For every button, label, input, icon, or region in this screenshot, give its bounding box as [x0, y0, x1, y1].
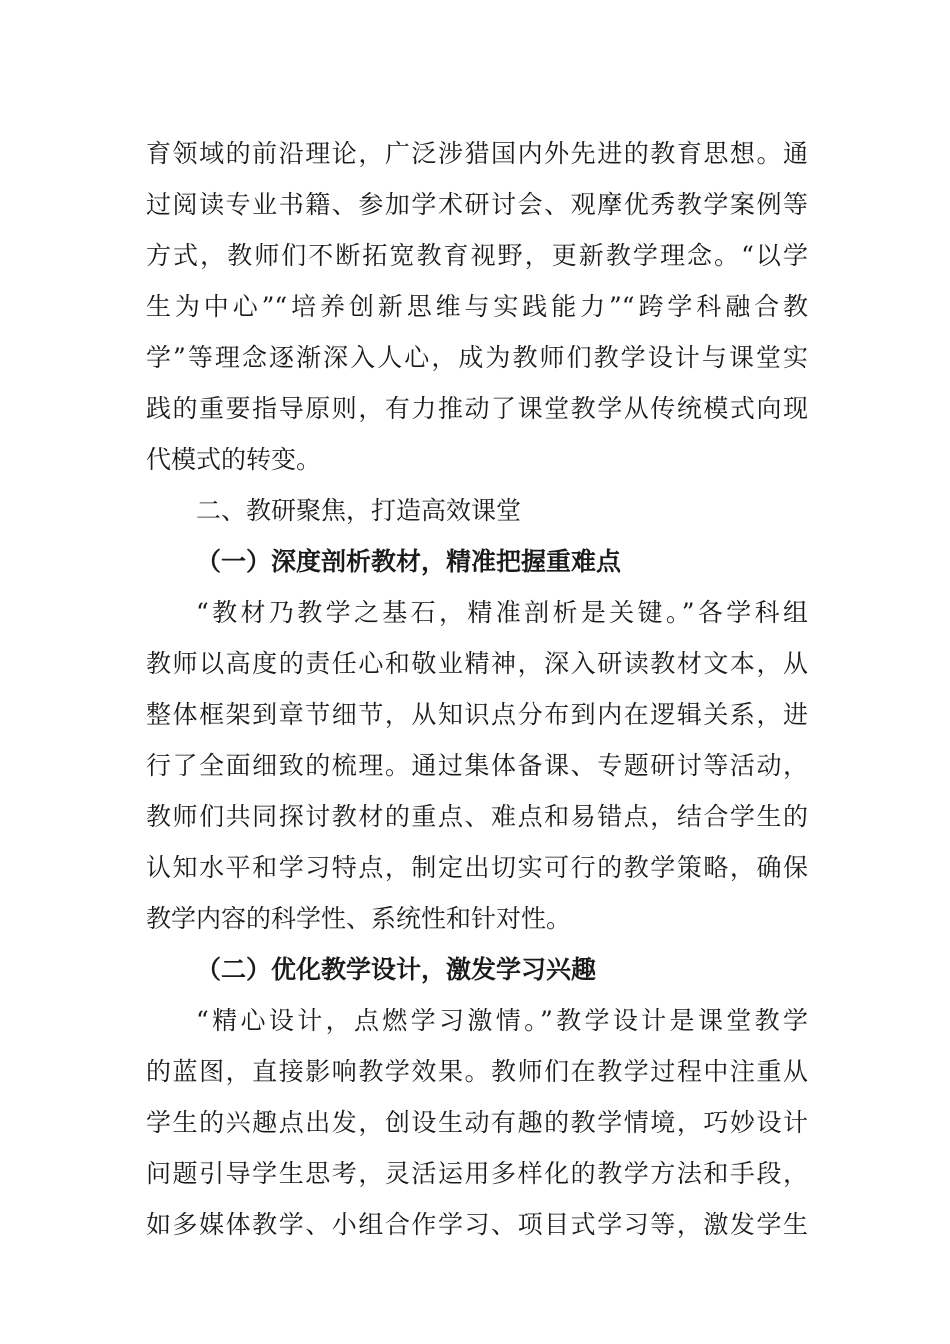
- text-line: “精心设计，点燃学习激情。”教学设计是课堂教学: [196, 1006, 808, 1035]
- text-line: 过阅读专业书籍、参加学术研讨会、观摩优秀教学案例等: [146, 190, 808, 219]
- paragraph-education-theory: [146, 128, 808, 485]
- subsection-heading: （二）优化教学设计，激发学习兴趣: [196, 955, 597, 984]
- text-line: 教学内容的科学性、系统性和针对性。: [146, 904, 572, 933]
- text-line: 行了全面细致的梳理。通过集体备课、专题研讨等活动，: [146, 751, 808, 780]
- text-line: 代模式的转变。: [146, 445, 322, 474]
- section-heading: 二、教研聚焦，打造高效课堂: [196, 496, 522, 525]
- text-line: 整体框架到章节细节，从知识点分布到内在逻辑关系，进: [146, 700, 808, 729]
- text-line: 认知水平和学习特点，制定出切实可行的教学策略，确保: [146, 853, 808, 882]
- text-line: 学”等理念逐渐深入人心，成为教师们教学设计与课堂实: [146, 343, 808, 372]
- text-line: 问题引导学生思考，灵活运用多样化的教学方法和手段，: [146, 1159, 808, 1188]
- text-line: 教师以高度的责任心和敬业精神，深入研读教材文本，从: [146, 649, 808, 678]
- text-line: 的蓝图，直接影响教学效果。教师们在教学过程中注重从: [146, 1057, 808, 1086]
- text-line: 践的重要指导原则，有力推动了课堂教学从传统模式向现: [146, 394, 808, 423]
- paragraph-teaching-design: [146, 995, 808, 1250]
- subsection-heading: （一）深度剖析教材，精准把握重难点: [196, 547, 622, 576]
- text-line: 学生的兴趣点出发，创设生动有趣的教学情境，巧妙设计: [146, 1108, 808, 1137]
- text-line: 如多媒体教学、小组合作学习、项目式学习等，激发学生: [146, 1210, 808, 1239]
- text-line: 育领域的前沿理论，广泛涉猎国内外先进的教育思想。通: [146, 139, 808, 168]
- text-line: 教师们共同探讨教材的重点、难点和易错点，结合学生的: [146, 802, 808, 831]
- text-line: 生为中心”“培养创新思维与实践能力”“跨学科融合教: [146, 292, 808, 321]
- paragraph-textbook-analysis: [146, 587, 808, 944]
- text-line: “教材乃教学之基石，精准剖析是关键。”各学科组: [196, 598, 808, 627]
- text-line: 方式，教师们不断拓宽教育视野，更新教学理念。“以学: [146, 241, 808, 270]
- document-page: [146, 128, 808, 1250]
